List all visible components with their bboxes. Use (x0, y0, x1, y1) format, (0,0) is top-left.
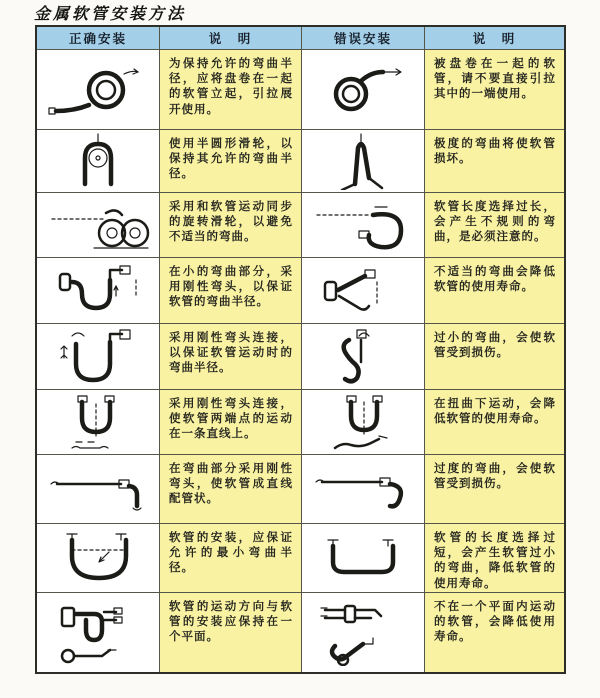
too-small-bend-hook-illustration (315, 326, 411, 388)
table-row-6-correct-image (37, 390, 160, 455)
excessive-bend-illustration (308, 464, 418, 514)
rigid-elbow-small-bend-illustration (48, 260, 148, 322)
table-row-3-wrong-desc: 软管长度选择过长，会产生不规则的弯曲，是必须注意的。 (425, 193, 564, 258)
table-row-5-correct-desc: 采用刚性弯头连接，以保证软管运动时的弯曲半径。 (160, 324, 302, 390)
table-row-1-wrong-desc: 被盘卷在一起的软管，请不要直接引拉其中的一端使用。 (425, 50, 564, 130)
table-row-9-wrong-image (302, 593, 425, 672)
table-row-7-wrong-desc: 过度的弯曲，会使软管受到损伤。 (425, 455, 564, 524)
table-row-2-wrong-image (302, 130, 425, 193)
table-row-5-wrong-image (302, 324, 425, 390)
table-row-3-correct-image (37, 193, 160, 258)
rigid-elbow-connection-u-illustration (50, 326, 146, 388)
table-row-1-correct-desc: 为保持允许的弯曲半径，应将盘卷在一起的软管立起，引拉展开使用。 (160, 50, 302, 130)
table-row-7-correct-desc: 在弯曲部分采用刚性弯头，使软管成直线配管状。 (160, 455, 302, 524)
table-row-9-wrong-desc: 不在一个平面内运动的软管，会降低使用寿命。 (425, 593, 564, 672)
header-wrong-description: 说 明 (425, 27, 564, 50)
u-ends-on-straight-line-illustration (48, 392, 148, 452)
table-row-6-correct-desc: 采用刚性弯头连接，使软管两端点的运动在一条直线上。 (160, 390, 302, 455)
table-row-8-correct-image (37, 524, 160, 593)
table-row-6-wrong-image (302, 390, 425, 455)
table-row-9-correct-desc: 软管的运动方向与软管的安装应保持在一个平面。 (160, 593, 302, 672)
coiled-hose-pulled-end-illustration (309, 58, 417, 122)
table-row-3-wrong-image (302, 193, 425, 258)
table-row-3-correct-desc: 采用和软管运动同步的旋转滑轮，以避免不适当的弯曲。 (160, 193, 302, 258)
straight-piping-with-elbow-illustration (43, 464, 153, 514)
coiled-hose-stood-up-illustration (44, 58, 152, 122)
table-row-7-correct-image (37, 455, 160, 524)
table-row-8-wrong-image (302, 524, 425, 593)
table-row-4-wrong-desc: 不适当的弯曲会降低软管的使用寿命。 (425, 258, 564, 324)
improper-bend-illustration (313, 260, 413, 322)
header-correct-install: 正确安装 (37, 27, 160, 50)
page-title: 金属软管安装方法 (34, 6, 187, 23)
semicircular-pulley-illustration (63, 132, 133, 190)
hose-installation-table (35, 25, 566, 674)
motion-out-of-plane-illustration (311, 600, 415, 666)
table-row-2-correct-image (37, 130, 160, 193)
table-row-4-wrong-image (302, 258, 425, 324)
table-row-4-correct-desc: 在小的弯曲部分，采用刚性弯头，以保证软管的弯曲半径。 (160, 258, 302, 324)
table-row-8-correct-desc: 软管的安装，应保证允许的最小弯曲半径。 (160, 524, 302, 593)
table-row-7-wrong-image (302, 455, 425, 524)
table-row-2-correct-desc: 使用半圆形滑轮，以保持其允许的弯曲半径。 (160, 130, 302, 193)
minimum-bend-radius-u-illustration (43, 528, 153, 588)
table-row-8-wrong-desc: 软管的长度选择过短，会产生软管过小的弯曲，降低软管的使用寿命。 (425, 524, 564, 593)
hose-too-short-flat-u-illustration (308, 528, 418, 588)
table-row-2-wrong-desc: 极度的弯曲将使软管损坏。 (425, 130, 564, 193)
table-row-9-correct-image (37, 593, 160, 672)
table-row-5-wrong-desc: 过小的弯曲，会使软管受到损伤。 (425, 324, 564, 390)
header-correct-description: 说 明 (160, 27, 302, 50)
extreme-bend-illustration (328, 132, 398, 190)
hose-too-long-irregular-bend-illustration (309, 197, 417, 253)
table-row-1-correct-image (37, 50, 160, 130)
table-row-1-wrong-image (302, 50, 425, 130)
table-row-4-correct-image (37, 258, 160, 324)
header-wrong-install: 错误安装 (302, 27, 425, 50)
table-row-6-wrong-desc: 在扭曲下运动，会降低软管的使用寿命。 (425, 390, 564, 455)
synchronized-rotating-pulley-illustration (44, 197, 152, 253)
table-row-5-correct-image (37, 324, 160, 390)
motion-in-one-plane-illustration (46, 600, 150, 666)
twisted-motion-u-illustration (313, 392, 413, 452)
